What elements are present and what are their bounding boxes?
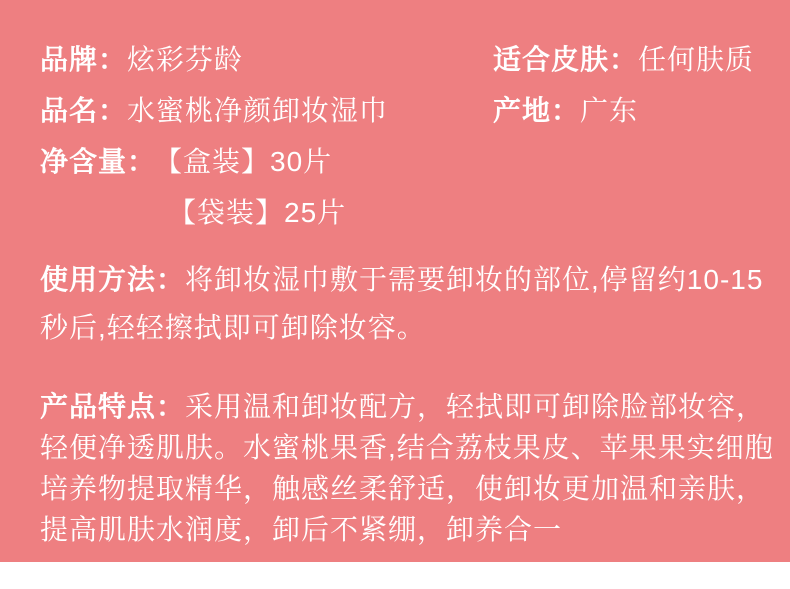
skin-type-label: 适合皮肤： [493, 44, 639, 75]
spec-right-origin [493, 85, 638, 136]
origin-value: 广东 [580, 95, 639, 126]
features-text-1: 采用温和卸妆配方，轻拭即可卸除脸部妆容， [185, 391, 766, 422]
usage-section [40, 256, 764, 352]
product-name-value: 水蜜桃净颜卸妆湿巾 [127, 95, 389, 126]
features-line-3: 培养物提取精华，触感丝柔舒适，使卸妆更加温和亲肤， [40, 473, 766, 504]
features-section [40, 386, 774, 550]
spec-row-brand [40, 34, 755, 85]
net-content-box-value: 【盒装】30片 [168, 146, 333, 177]
features-line-1 [40, 386, 766, 427]
usage-line-2: 秒后,轻轻擦拭即可卸除妆容。 [40, 312, 426, 343]
brand-label: 品牌： [40, 44, 128, 75]
brand-value: 炫彩芬龄 [127, 44, 244, 75]
spec-row-product-name [40, 85, 750, 136]
skin-type-value: 任何肤质 [638, 44, 755, 75]
features-label: 产品特点： [40, 391, 186, 422]
spec-right-skin [493, 34, 754, 85]
features-line-4: 提高肌肤水润度，卸后不紧绷，卸养合一 [40, 514, 563, 545]
usage-text-1: 将卸妆湿巾敷于需要卸妆的部位,停留约10-15 [185, 264, 764, 295]
net-content-bag-value: 【袋装】25片 [168, 197, 347, 228]
spec-row-net-content-bag [40, 187, 750, 238]
spec-row-net-content-box [40, 136, 750, 187]
bottom-white-strip [0, 562, 790, 589]
features-line-2: 轻便净透肌肤。水蜜桃果香,结合荔枝果皮、苹果果实细胞 [40, 432, 774, 463]
usage-label: 使用方法： [40, 264, 186, 295]
product-name-label: 品名： [40, 95, 128, 126]
net-content-label: 净含量： [40, 146, 157, 177]
usage-line-1 [40, 256, 764, 304]
origin-label: 产地： [493, 95, 581, 126]
product-specs [0, 0, 790, 238]
